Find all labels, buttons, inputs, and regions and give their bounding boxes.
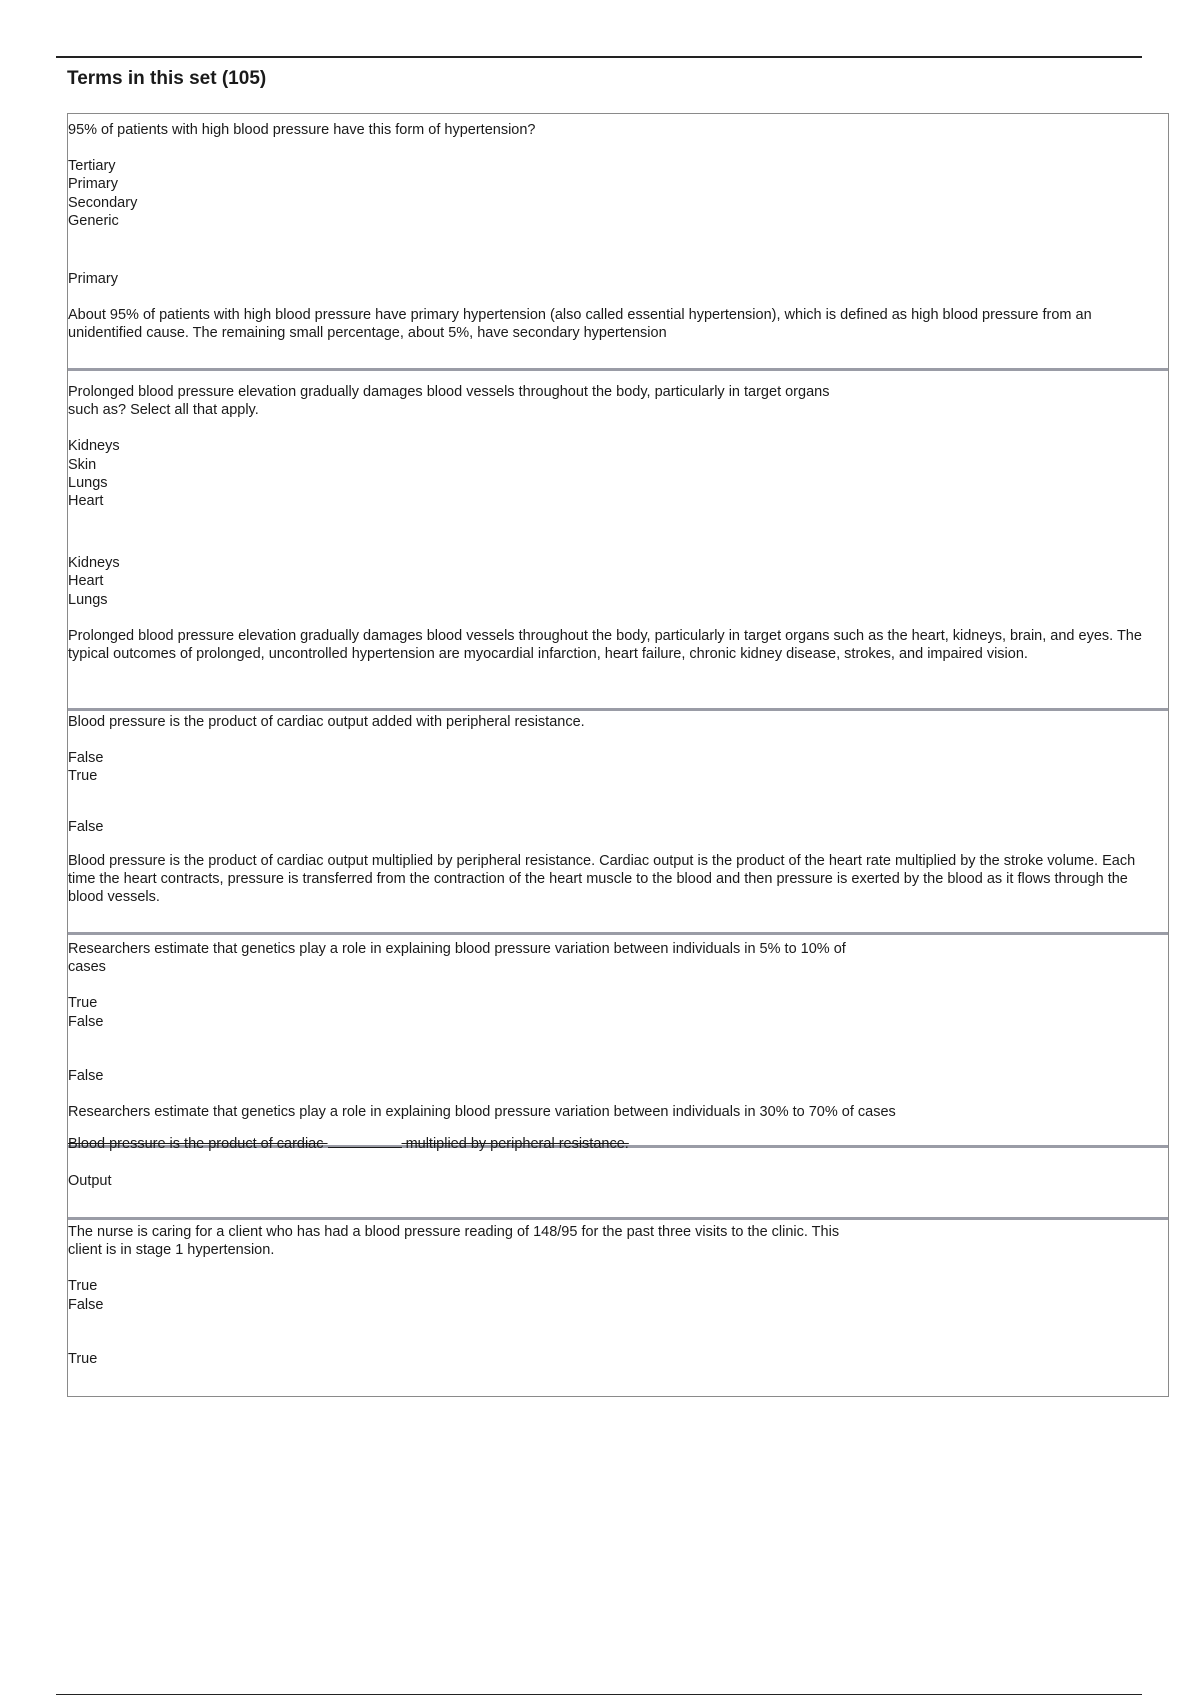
option: Tertiary <box>68 158 116 175</box>
answer-line: Lungs <box>68 591 108 608</box>
term-question-line: The nurse is caring for a client who has had a blood pressure reading of 148/95 for the past three visits to the clinic. This <box>68 1224 840 1240</box>
answer-line: Heart <box>68 573 104 590</box>
term-question <box>68 1223 1158 1259</box>
answer-line: True <box>68 1350 98 1367</box>
option: Lungs <box>68 474 108 491</box>
term-card <box>68 711 1168 935</box>
term-answer <box>68 818 1158 836</box>
option: False <box>68 1013 104 1030</box>
term-card <box>68 1220 1168 1397</box>
term-explanation: Blood pressure is the product of cardiac output multiplied by peripheral resistance. Cardiac output is the product of the heart rate multiplied by the stroke volume. Each time the heart contracts, pressure is transferred from the contraction of the heart muscle to the blood and then pressure is exerted by the blood as it flows through the blood vessels. <box>68 852 1136 906</box>
term-question-part: Blood pressure is the product of cardiac <box>68 1136 324 1153</box>
term-question-line: Prolonged blood pressure elevation gradually damages blood vessels throughout the body, particularly in target organs <box>68 384 830 400</box>
option: Skin <box>68 456 97 473</box>
option: Heart <box>68 493 104 510</box>
option: False <box>68 750 104 767</box>
bottom-rule <box>56 1694 1142 1695</box>
option: Secondary <box>68 194 138 211</box>
answer-line: Kidneys <box>68 555 120 572</box>
option: False <box>68 1296 104 1313</box>
term-options <box>68 749 1158 785</box>
option: True <box>68 995 98 1012</box>
term-card <box>68 371 1168 711</box>
term-question-line: such as? Select all that apply. <box>68 402 259 419</box>
term-question <box>68 383 1158 419</box>
term-card <box>68 1148 1168 1220</box>
option: Generic <box>68 212 119 229</box>
term-question <box>68 940 1158 976</box>
term-question-line: Researchers estimate that genetics play a role in explaining blood pressure variation between individuals in 5% to 10% of <box>68 941 846 957</box>
fill-in-blank <box>328 1135 402 1148</box>
term-answer <box>68 270 1158 288</box>
term-answer <box>68 1067 1158 1085</box>
term-question-part: multiplied by peripheral resistance. <box>405 1136 629 1153</box>
option: True <box>68 1278 98 1295</box>
term-question: Blood pressure is the product of cardiac output added with peripheral resistance. <box>68 714 585 730</box>
terms-list <box>67 113 1169 1397</box>
answer-line: Output <box>68 1173 112 1189</box>
term-explanation: About 95% of patients with high blood pressure have primary hypertension (also called essential hypertension), which is defined as high blood pressure from an unidentified cause. The remaining small percentage, about 5%, have secondary hypertension <box>68 307 1092 342</box>
answer-line: Primary <box>68 271 118 288</box>
term-question-line: cases <box>68 959 106 976</box>
term-options <box>68 437 1158 510</box>
option: True <box>68 768 98 785</box>
set-heading: Terms in this set (105) <box>67 68 267 89</box>
term-explanation: Prolonged blood pressure elevation gradually damages blood vessels throughout the body, particularly in target organs such as the heart, kidneys, brain, and eyes. The typical outcomes of prolonged, uncontrolled hypertension are myocardial infarction, heart failure, chronic kidney disease, strokes, and impaired vision. <box>68 627 1142 663</box>
option: Primary <box>68 176 118 193</box>
option: Kidneys <box>68 438 120 455</box>
answer-line: False <box>68 818 104 835</box>
term-options <box>68 1277 1158 1313</box>
term-options <box>68 994 1158 1030</box>
term-card <box>68 935 1168 1153</box>
term-options <box>68 157 1158 230</box>
term-explanation: Researchers estimate that genetics play a role in explaining blood pressure variation between individuals in 30% to 70% of cases <box>68 1104 896 1121</box>
top-rule <box>56 56 1142 58</box>
term-answer <box>68 554 1158 609</box>
term-answer <box>68 1350 1158 1368</box>
term-question: 95% of patients with high blood pressure have this form of hypertension? <box>68 122 536 138</box>
answer-line: False <box>68 1067 104 1084</box>
term-answer <box>68 1172 1158 1190</box>
term-card <box>68 114 1168 371</box>
term-question-line: client is in stage 1 hypertension. <box>68 1242 275 1259</box>
